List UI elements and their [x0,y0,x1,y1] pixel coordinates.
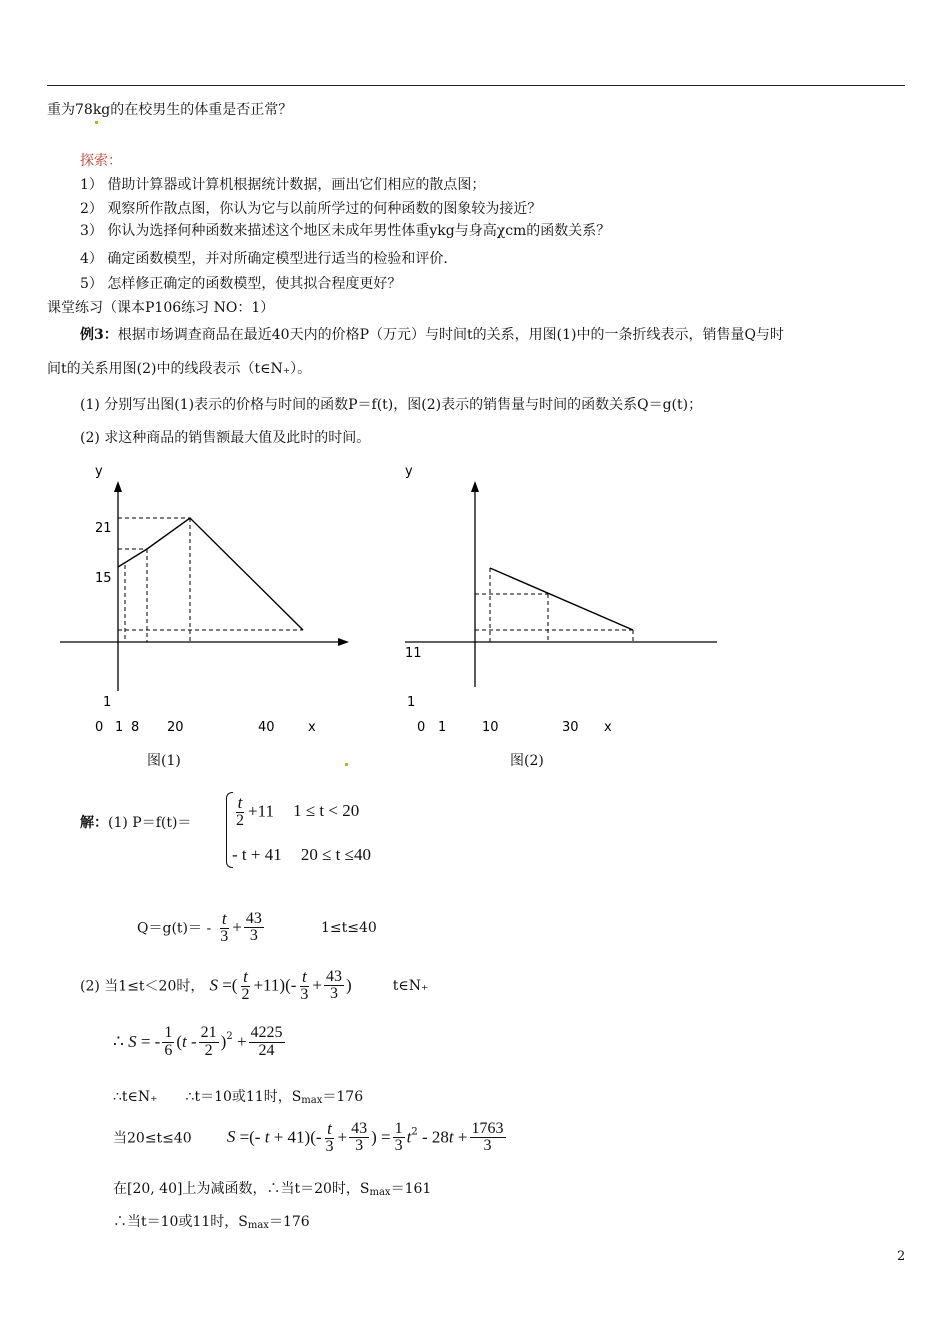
max1-line [113,1086,363,1106]
explore-title: 探索： [80,153,122,169]
y-tick-label: 21 [95,521,112,536]
x-tick-label: 1 [115,720,124,735]
solution-part1 [80,812,191,832]
explore-item: 5） 怎样修正确定的函数模型，使其拟合程度更好？ [80,276,402,292]
solution-label: 解： [80,815,108,831]
x-tick-label: 1 [438,720,447,735]
marker-dot [345,763,348,766]
x-tick-label: 8 [131,720,140,735]
top-line: 重为78kg的在校男生的体重是否正常？ [47,102,293,118]
y-axis-arrow [114,481,122,492]
y-axis-label: y [405,464,413,479]
max-subscript: max [247,1220,269,1231]
example-label: 例3： [80,327,118,343]
figure-2-caption: 图(2) [510,753,544,769]
figure-1-caption: 图(1) [147,753,181,769]
case2-expr: - t + 41 [232,845,282,864]
case1-cond: 1 ≤ t < 20 [293,801,360,821]
price-polyline [118,518,303,630]
range2-line: 当20≤t≤40 S =(- t + 41)(- $\frac{t}{3}$ + $\frac{43}{3}$ ) = $\frac{1}{3}$ $t^2 - 28t$ + $\frac{1763}{3}$ [113,1119,504,1155]
example-text1: 根据市场调查商品在最近40天内的价格P（万元）与时间t的关系，用图(1)中的一条折线表示，销售量Q与时 [117,327,784,343]
final-text: ∴当t＝10或11时，S [113,1214,248,1230]
explore-item: 4） 确定函数模型，并对所确定模型进行适当的检验和评价. [80,251,448,267]
y-tick-label: 11 [405,646,422,661]
marker-dot [95,121,98,124]
page-number: 2 [897,1249,906,1264]
max1-text: ∴t∈N₊ ∴t＝10或11时，S [113,1089,302,1105]
final-line [113,1211,310,1231]
max-subscript: max [369,1187,391,1198]
case1-tail: +11 [248,801,274,821]
max1-value: ＝176 [322,1089,364,1105]
q-cond: 1≤t≤40 [320,920,377,937]
explore-item: 1） 借助计算器或计算机根据统计数据，画出它们相应的散点图； [80,177,486,193]
x-axis-label: x [604,720,612,735]
decreasing-text: 在[20, 40]上为减函数，∴当t＝20时，S [113,1181,370,1197]
decreasing-value: ＝161 [390,1181,432,1197]
x-axis-arrow [338,638,349,646]
y-tick-label: 1 [103,695,112,710]
y-axis-label: y [95,464,103,479]
top-rule [47,85,905,86]
q-function: Q＝g(t)＝ - $\frac{t}{3}$ + $\frac{43}{3}$ 1≤t≤40 [137,909,377,945]
max-subscript: max [301,1095,323,1106]
question-2: (2) 求这种商品的销售额最大值及此时的时间。 [80,430,371,446]
part2-line: (2) 当1≤t＜20时， S =( $\frac{t}{2}$ +11)(- $\frac{t}{3}$ + $\frac{43}{3}$ ) t∈N₊ [80,967,429,1003]
practice-line: 课堂练习（课本P106练习 NO：1） [47,300,275,316]
explore-item: 2） 观察所作散点图，你认为它与以前所学过的何种函数的图象较为接近？ [80,201,542,217]
x-tick-label: 10 [482,720,499,735]
y-tick-label: 1 [407,695,416,710]
figure-1 [55,455,365,745]
y-axis-arrow [471,481,479,492]
final-value: ＝176 [268,1214,310,1230]
sales-segment [490,568,633,630]
case2-cond: 20 ≤ t ≤40 [300,845,371,864]
explore-item: 3） 你认为选择何种函数来描述这个地区未成年男性体重ykg与身高χcm的函数关系？ [80,223,611,239]
s-vertex-form: ∴ S = - $\frac{1}{6}$ (t - $\frac{21}{2}$ )$^2$ + $\frac{4225}{24}$ [113,1024,283,1059]
x-tick-label: 0 [95,720,104,735]
part2-cond: t∈N₊ [392,978,429,995]
decreasing-line [113,1178,431,1198]
figure-2 [395,455,725,745]
x-tick-label: 0 [417,720,426,735]
x-tick-label: 40 [258,720,275,735]
part1-prefix: (1) P＝f(t)＝ [108,815,192,831]
piecewise-case1 [232,794,359,830]
question-1: (1) 分别写出图(1)表示的价格与时间的函数P＝f(t)，图(2)表示的销售量与时间的函数关系Q＝g(t)； [80,397,703,413]
q-prefix: Q＝g(t)＝ - [137,920,212,937]
fraction-t-over-2: $\frac{t}{2}$ [236,793,244,829]
range2-prefix: 当20≤t≤40 [113,1130,192,1147]
part2-prefix: (2) 当1≤t＜20时， [80,978,205,995]
piecewise-case2 [232,845,371,865]
example-line1 [80,324,784,344]
x-axis-label: x [308,720,316,735]
x-tick-label: 20 [167,720,184,735]
y-tick-label: 15 [95,571,112,586]
x-tick-label: 30 [562,720,579,735]
example-line2: 间t的关系用图(2)中的线段表示（t∈N₊）。 [47,361,312,377]
